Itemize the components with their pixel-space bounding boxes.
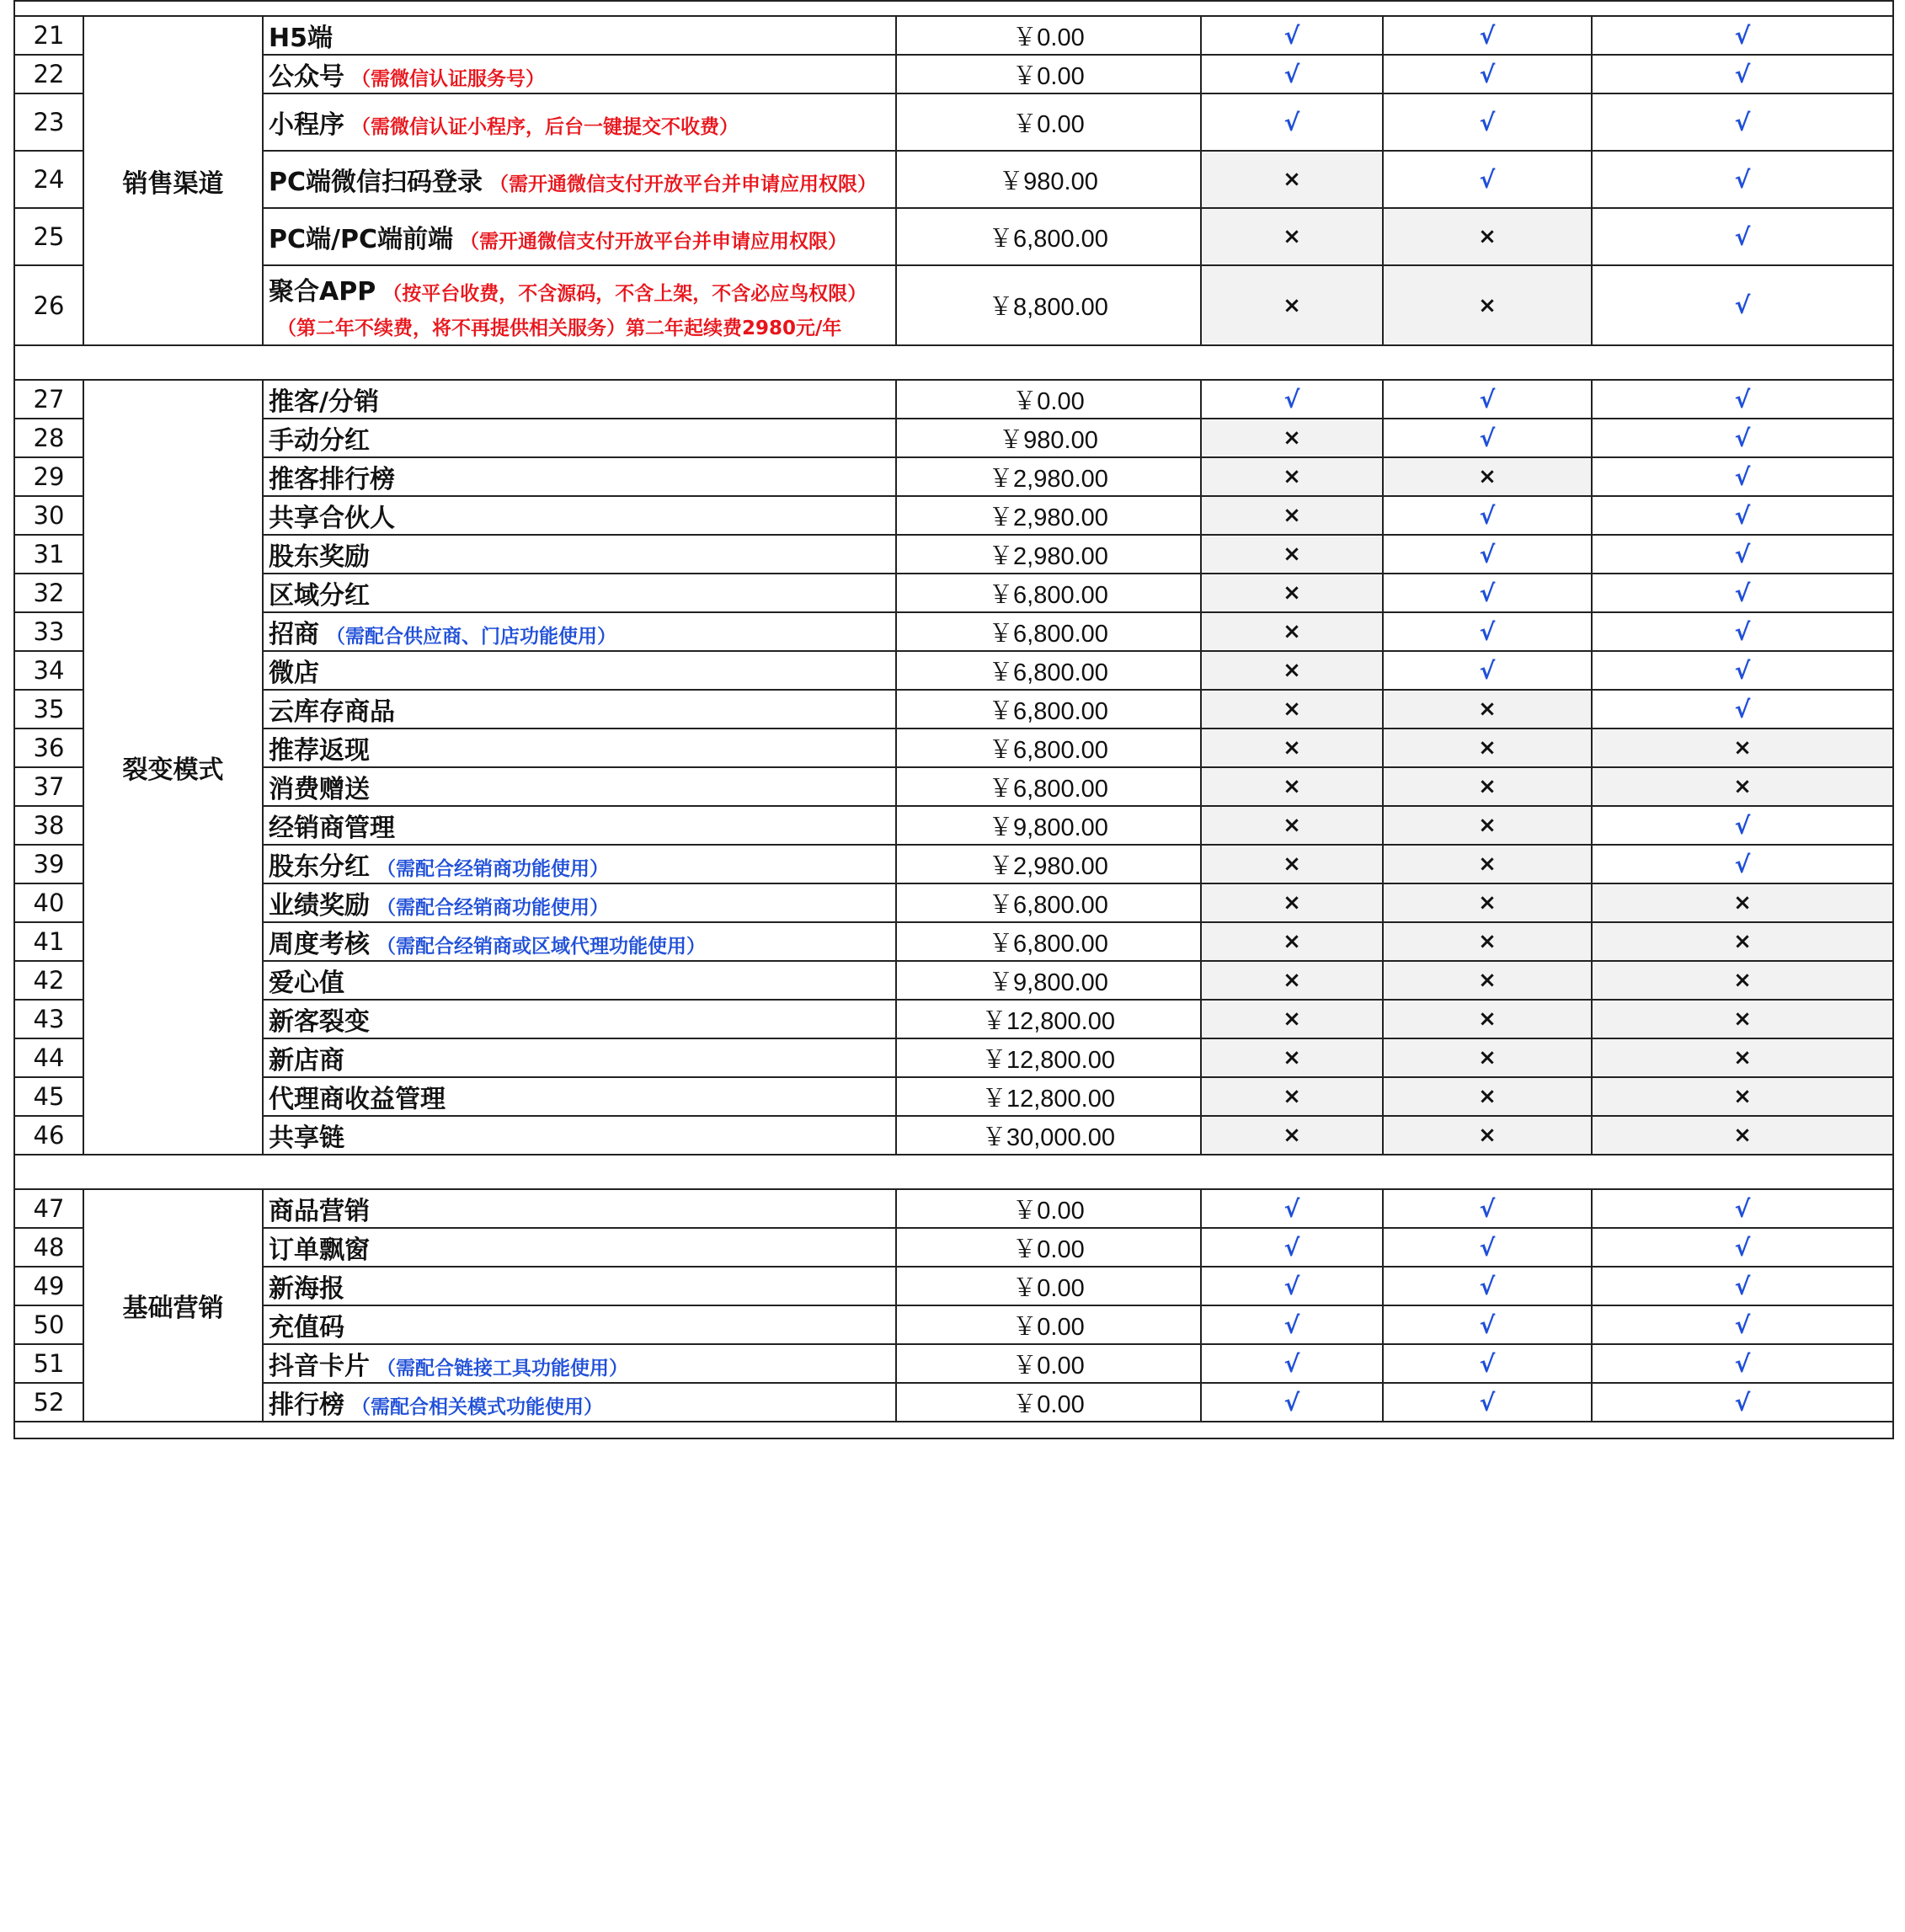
row-number: 26 — [14, 265, 83, 345]
excluded-mark: × — [1201, 457, 1383, 496]
feature-name-cell — [263, 961, 896, 1000]
row-number: 45 — [14, 1077, 83, 1116]
price-cell: ￥0.00 — [896, 380, 1201, 419]
price-cell: ￥6,800.00 — [896, 208, 1201, 265]
included-mark: √ — [1383, 419, 1592, 457]
row-number: 29 — [14, 457, 83, 496]
row-number: 46 — [14, 1116, 83, 1155]
feature-name-cell — [263, 767, 896, 806]
price-cell: ￥0.00 — [896, 1228, 1201, 1267]
price-cell: ￥0.00 — [896, 1383, 1201, 1422]
feature-name: 招商 — [269, 620, 319, 649]
included-mark: √ — [1201, 16, 1383, 55]
excluded-mark: × — [1592, 1000, 1893, 1038]
excluded-mark: × — [1201, 922, 1383, 961]
row-number: 34 — [14, 651, 83, 690]
feature-note: （需开通微信支付开放平台并申请应用权限） — [489, 173, 878, 195]
table-row[interactable] — [14, 1228, 1893, 1267]
price-cell: ￥12,800.00 — [896, 1077, 1201, 1116]
price-cell: ￥980.00 — [896, 419, 1201, 457]
feature-name-cell — [263, 883, 896, 922]
feature-name-cell — [263, 535, 896, 574]
row-number: 48 — [14, 1228, 83, 1267]
included-mark: √ — [1592, 651, 1893, 690]
included-mark: √ — [1383, 1228, 1592, 1267]
included-mark: √ — [1201, 380, 1383, 419]
row-number: 32 — [14, 574, 83, 612]
included-mark: √ — [1592, 806, 1893, 845]
feature-name-cell — [263, 16, 896, 55]
table-row[interactable] — [14, 1383, 1893, 1422]
top-spacer-row-cell — [14, 1, 1893, 16]
included-mark: √ — [1592, 845, 1893, 883]
section-spacer-row-cell — [14, 345, 1893, 380]
row-number: 25 — [14, 208, 83, 265]
feature-name: 推客/分销 — [269, 387, 379, 417]
feature-name: H5端 — [269, 24, 333, 53]
table-row[interactable] — [14, 16, 1893, 55]
excluded-mark: × — [1383, 767, 1592, 806]
price-cell: ￥30,000.00 — [896, 1116, 1201, 1155]
row-number: 37 — [14, 767, 83, 806]
feature-name: 手动分红 — [269, 426, 370, 456]
row-number: 41 — [14, 922, 83, 961]
section-spacer-row — [14, 345, 1893, 380]
included-mark: √ — [1201, 1383, 1383, 1422]
feature-name: 新店商 — [269, 1046, 344, 1075]
excluded-mark: × — [1383, 1000, 1592, 1038]
feature-name: 周度考核 — [269, 930, 370, 959]
excluded-mark: × — [1592, 1038, 1893, 1077]
included-mark: √ — [1592, 55, 1893, 93]
table-row[interactable] — [14, 729, 1893, 767]
row-number: 28 — [14, 419, 83, 457]
table-row[interactable] — [14, 922, 1893, 961]
row-number: 27 — [14, 380, 83, 419]
feature-name-cell — [263, 1228, 896, 1267]
feature-name: 公众号 — [269, 62, 344, 92]
feature-name: 小程序 — [269, 110, 344, 140]
excluded-mark: × — [1201, 535, 1383, 574]
feature-name: 推荐返现 — [269, 736, 370, 766]
table-row[interactable] — [14, 690, 1893, 729]
feature-note-line2: （第二年不续费，将不再提供相关服务）第二年起续费2980元/年 — [277, 318, 842, 339]
row-number: 30 — [14, 496, 83, 535]
feature-name: 微店 — [269, 659, 319, 688]
included-mark: √ — [1383, 651, 1592, 690]
feature-name: 经销商管理 — [269, 814, 395, 843]
table-row[interactable] — [14, 961, 1893, 1000]
included-mark: √ — [1383, 151, 1592, 208]
table-row[interactable] — [14, 55, 1893, 93]
feature-name-cell — [263, 419, 896, 457]
feature-name-cell — [263, 1344, 896, 1383]
table-row[interactable] — [14, 574, 1893, 612]
category-cell: 基础营销 — [83, 1189, 263, 1422]
table-row[interactable] — [14, 208, 1893, 265]
price-cell: ￥6,800.00 — [896, 612, 1201, 651]
included-mark: √ — [1592, 612, 1893, 651]
table-row[interactable] — [14, 151, 1893, 208]
included-mark: √ — [1592, 419, 1893, 457]
excluded-mark: × — [1383, 806, 1592, 845]
included-mark: √ — [1201, 1267, 1383, 1305]
row-number: 50 — [14, 1305, 83, 1344]
row-number: 40 — [14, 883, 83, 922]
feature-name-cell — [263, 1189, 896, 1228]
price-cell: ￥9,800.00 — [896, 806, 1201, 845]
feature-note: （需配合相关模式功能使用） — [351, 1396, 603, 1418]
included-mark: √ — [1592, 1383, 1893, 1422]
excluded-mark: × — [1383, 1038, 1592, 1077]
excluded-mark: × — [1383, 208, 1592, 265]
row-number: 38 — [14, 806, 83, 845]
excluded-mark: × — [1201, 883, 1383, 922]
price-cell: ￥2,980.00 — [896, 457, 1201, 496]
feature-name-cell — [263, 151, 896, 208]
included-mark: √ — [1592, 690, 1893, 729]
included-mark: √ — [1592, 93, 1893, 151]
feature-name-cell — [263, 729, 896, 767]
price-cell: ￥6,800.00 — [896, 690, 1201, 729]
included-mark: √ — [1201, 55, 1383, 93]
excluded-mark: × — [1383, 1116, 1592, 1155]
row-number: 39 — [14, 845, 83, 883]
feature-name-cell — [263, 806, 896, 845]
excluded-mark: × — [1592, 922, 1893, 961]
price-cell: ￥0.00 — [896, 1344, 1201, 1383]
excluded-mark: × — [1201, 690, 1383, 729]
excluded-mark: × — [1201, 208, 1383, 265]
category-cell: 销售渠道 — [83, 16, 263, 345]
row-number: 21 — [14, 16, 83, 55]
row-number: 24 — [14, 151, 83, 208]
excluded-mark: × — [1201, 1000, 1383, 1038]
row-number: 43 — [14, 1000, 83, 1038]
price-cell: ￥6,800.00 — [896, 574, 1201, 612]
feature-price-table — [13, 0, 1894, 1439]
included-mark: √ — [1383, 93, 1592, 151]
price-cell: ￥2,980.00 — [896, 535, 1201, 574]
bottom-spacer-row — [14, 1422, 1893, 1438]
row-number: 35 — [14, 690, 83, 729]
included-mark: √ — [1592, 535, 1893, 574]
included-mark: √ — [1383, 496, 1592, 535]
included-mark: √ — [1383, 380, 1592, 419]
bottom-spacer-row-cell — [14, 1422, 1893, 1438]
included-mark: √ — [1592, 1228, 1893, 1267]
row-number: 22 — [14, 55, 83, 93]
feature-name: 代理商收益管理 — [269, 1085, 446, 1114]
row-number: 47 — [14, 1189, 83, 1228]
excluded-mark: × — [1592, 1116, 1893, 1155]
category-cell: 裂变模式 — [83, 380, 263, 1155]
feature-name: 排行榜 — [269, 1390, 344, 1420]
row-number: 23 — [14, 93, 83, 151]
feature-note: （需开通微信支付开放平台并申请应用权限） — [459, 231, 847, 253]
excluded-mark: × — [1201, 961, 1383, 1000]
excluded-mark: × — [1592, 729, 1893, 767]
included-mark: √ — [1383, 612, 1592, 651]
table-row[interactable] — [14, 1344, 1893, 1383]
price-cell: ￥6,800.00 — [896, 729, 1201, 767]
table-row[interactable] — [14, 535, 1893, 574]
included-mark: √ — [1592, 1305, 1893, 1344]
feature-name: 股东分红 — [269, 852, 370, 882]
table-row[interactable] — [14, 1000, 1893, 1038]
included-mark: √ — [1201, 93, 1383, 151]
feature-name-cell — [263, 265, 896, 345]
row-number: 33 — [14, 612, 83, 651]
included-mark: √ — [1592, 457, 1893, 496]
excluded-mark: × — [1383, 961, 1592, 1000]
included-mark: √ — [1201, 1344, 1383, 1383]
price-cell: ￥8,800.00 — [896, 265, 1201, 345]
excluded-mark: × — [1201, 1116, 1383, 1155]
included-mark: √ — [1592, 380, 1893, 419]
price-cell: ￥0.00 — [896, 93, 1201, 151]
excluded-mark: × — [1201, 651, 1383, 690]
feature-name: 爱心值 — [269, 969, 344, 998]
feature-note: （需配合链接工具功能使用） — [376, 1358, 628, 1380]
top-spacer-row — [14, 1, 1893, 16]
section-spacer-row-cell — [14, 1155, 1893, 1189]
excluded-mark: × — [1201, 612, 1383, 651]
table-row[interactable] — [14, 883, 1893, 922]
included-mark: √ — [1201, 1228, 1383, 1267]
row-number: 49 — [14, 1267, 83, 1305]
excluded-mark: × — [1592, 883, 1893, 922]
table-row[interactable] — [14, 767, 1893, 806]
feature-name: 订单飘窗 — [269, 1236, 370, 1265]
feature-name: 抖音卡片 — [269, 1352, 370, 1381]
table-row[interactable] — [14, 845, 1893, 883]
table-row[interactable] — [14, 1038, 1893, 1077]
table-row[interactable] — [14, 806, 1893, 845]
price-cell: ￥12,800.00 — [896, 1000, 1201, 1038]
feature-name-cell — [263, 574, 896, 612]
feature-name-cell — [263, 845, 896, 883]
row-number: 42 — [14, 961, 83, 1000]
feature-name-cell — [263, 1000, 896, 1038]
feature-name: PC端微信扫码登录 — [269, 168, 483, 197]
table-row[interactable] — [14, 265, 1893, 345]
feature-name-cell — [263, 208, 896, 265]
included-mark: √ — [1201, 1305, 1383, 1344]
included-mark: √ — [1592, 1344, 1893, 1383]
feature-name: PC端/PC端前端 — [269, 225, 453, 254]
excluded-mark: × — [1201, 806, 1383, 845]
excluded-mark: × — [1383, 457, 1592, 496]
feature-name-cell — [263, 1305, 896, 1344]
included-mark: √ — [1201, 1189, 1383, 1228]
price-cell: ￥0.00 — [896, 1305, 1201, 1344]
excluded-mark: × — [1383, 922, 1592, 961]
row-number: 44 — [14, 1038, 83, 1077]
included-mark: √ — [1383, 1344, 1592, 1383]
table-row[interactable] — [14, 1077, 1893, 1116]
excluded-mark: × — [1383, 1077, 1592, 1116]
excluded-mark: × — [1592, 1077, 1893, 1116]
feature-name: 新客裂变 — [269, 1007, 370, 1037]
feature-name-cell — [263, 1116, 896, 1155]
feature-name: 股东奖励 — [269, 542, 370, 572]
included-mark: √ — [1592, 496, 1893, 535]
feature-name-cell — [263, 1077, 896, 1116]
section-spacer-row — [14, 1155, 1893, 1189]
excluded-mark: × — [1592, 767, 1893, 806]
excluded-mark: × — [1201, 845, 1383, 883]
excluded-mark: × — [1383, 883, 1592, 922]
excluded-mark: × — [1201, 767, 1383, 806]
feature-note: （需配合经销商功能使用） — [376, 858, 609, 880]
included-mark: √ — [1592, 151, 1893, 208]
row-number: 51 — [14, 1344, 83, 1383]
feature-name: 聚合APP — [269, 277, 376, 307]
price-cell: ￥0.00 — [896, 16, 1201, 55]
feature-note: （按平台收费，不含源码，不含上架，不含必应鸟权限） — [382, 283, 867, 305]
feature-name: 共享链 — [269, 1123, 344, 1153]
included-mark: √ — [1383, 574, 1592, 612]
excluded-mark: × — [1383, 729, 1592, 767]
excluded-mark: × — [1201, 265, 1383, 345]
feature-note: （需配合供应商、门店功能使用） — [326, 626, 616, 648]
excluded-mark: × — [1201, 151, 1383, 208]
price-cell: ￥6,800.00 — [896, 651, 1201, 690]
feature-name: 业绩奖励 — [269, 891, 370, 921]
included-mark: √ — [1592, 1267, 1893, 1305]
feature-name-cell — [263, 651, 896, 690]
price-cell: ￥2,980.00 — [896, 845, 1201, 883]
included-mark: √ — [1592, 574, 1893, 612]
table-row[interactable] — [14, 651, 1893, 690]
feature-name-cell — [263, 690, 896, 729]
feature-name: 区域分红 — [269, 581, 370, 611]
excluded-mark: × — [1201, 729, 1383, 767]
included-mark: √ — [1383, 1383, 1592, 1422]
excluded-mark: × — [1201, 1038, 1383, 1077]
feature-name-cell — [263, 55, 896, 93]
included-mark: √ — [1592, 208, 1893, 265]
excluded-mark: × — [1383, 265, 1592, 345]
table-row[interactable] — [14, 1116, 1893, 1155]
feature-name-cell — [263, 1383, 896, 1422]
feature-note: （需微信认证小程序，后台一键提交不收费） — [351, 116, 739, 138]
price-cell: ￥6,800.00 — [896, 922, 1201, 961]
table-row[interactable] — [14, 93, 1893, 151]
included-mark: √ — [1592, 1189, 1893, 1228]
feature-name: 云库存商品 — [269, 697, 395, 727]
included-mark: √ — [1383, 1189, 1592, 1228]
table-row[interactable] — [14, 419, 1893, 457]
feature-note: （需配合经销商功能使用） — [376, 897, 609, 919]
feature-name-cell — [263, 1038, 896, 1077]
feature-name-cell — [263, 380, 896, 419]
excluded-mark: × — [1201, 1077, 1383, 1116]
excluded-mark: × — [1592, 961, 1893, 1000]
feature-name: 新海报 — [269, 1274, 344, 1304]
row-number: 36 — [14, 729, 83, 767]
feature-name: 充值码 — [269, 1313, 344, 1342]
table-row[interactable] — [14, 1189, 1893, 1228]
included-mark: √ — [1592, 16, 1893, 55]
table-row[interactable] — [14, 1305, 1893, 1344]
excluded-mark: × — [1383, 690, 1592, 729]
table-row[interactable] — [14, 1267, 1893, 1305]
row-number: 52 — [14, 1383, 83, 1422]
price-cell: ￥0.00 — [896, 1189, 1201, 1228]
price-cell: ￥2,980.00 — [896, 496, 1201, 535]
price-cell: ￥12,800.00 — [896, 1038, 1201, 1077]
included-mark: √ — [1383, 1305, 1592, 1344]
feature-name: 推客排行榜 — [269, 465, 395, 494]
price-cell: ￥6,800.00 — [896, 883, 1201, 922]
price-cell: ￥9,800.00 — [896, 961, 1201, 1000]
feature-name-cell — [263, 457, 896, 496]
feature-name-cell — [263, 922, 896, 961]
included-mark: √ — [1383, 16, 1592, 55]
feature-name: 消费赠送 — [269, 775, 370, 804]
feature-name-cell — [263, 93, 896, 151]
included-mark: √ — [1383, 55, 1592, 93]
table-row[interactable] — [14, 496, 1893, 535]
excluded-mark: × — [1201, 496, 1383, 535]
feature-name-cell — [263, 612, 896, 651]
feature-name: 商品营销 — [269, 1197, 370, 1226]
excluded-mark: × — [1201, 574, 1383, 612]
feature-name-cell — [263, 1267, 896, 1305]
included-mark: √ — [1592, 265, 1893, 345]
row-number: 31 — [14, 535, 83, 574]
table-row[interactable] — [14, 612, 1893, 651]
price-cell: ￥0.00 — [896, 55, 1201, 93]
excluded-mark: × — [1201, 419, 1383, 457]
table-row[interactable] — [14, 457, 1893, 496]
price-cell: ￥980.00 — [896, 151, 1201, 208]
feature-name: 共享合伙人 — [269, 504, 395, 533]
feature-name-cell — [263, 496, 896, 535]
feature-note: （需微信认证服务号） — [351, 68, 545, 90]
included-mark: √ — [1383, 535, 1592, 574]
excluded-mark: × — [1383, 845, 1592, 883]
table-row[interactable] — [14, 380, 1893, 419]
included-mark: √ — [1383, 1267, 1592, 1305]
price-cell: ￥0.00 — [896, 1267, 1201, 1305]
feature-note: （需配合经销商或区域代理功能使用） — [376, 936, 706, 958]
price-cell: ￥6,800.00 — [896, 767, 1201, 806]
